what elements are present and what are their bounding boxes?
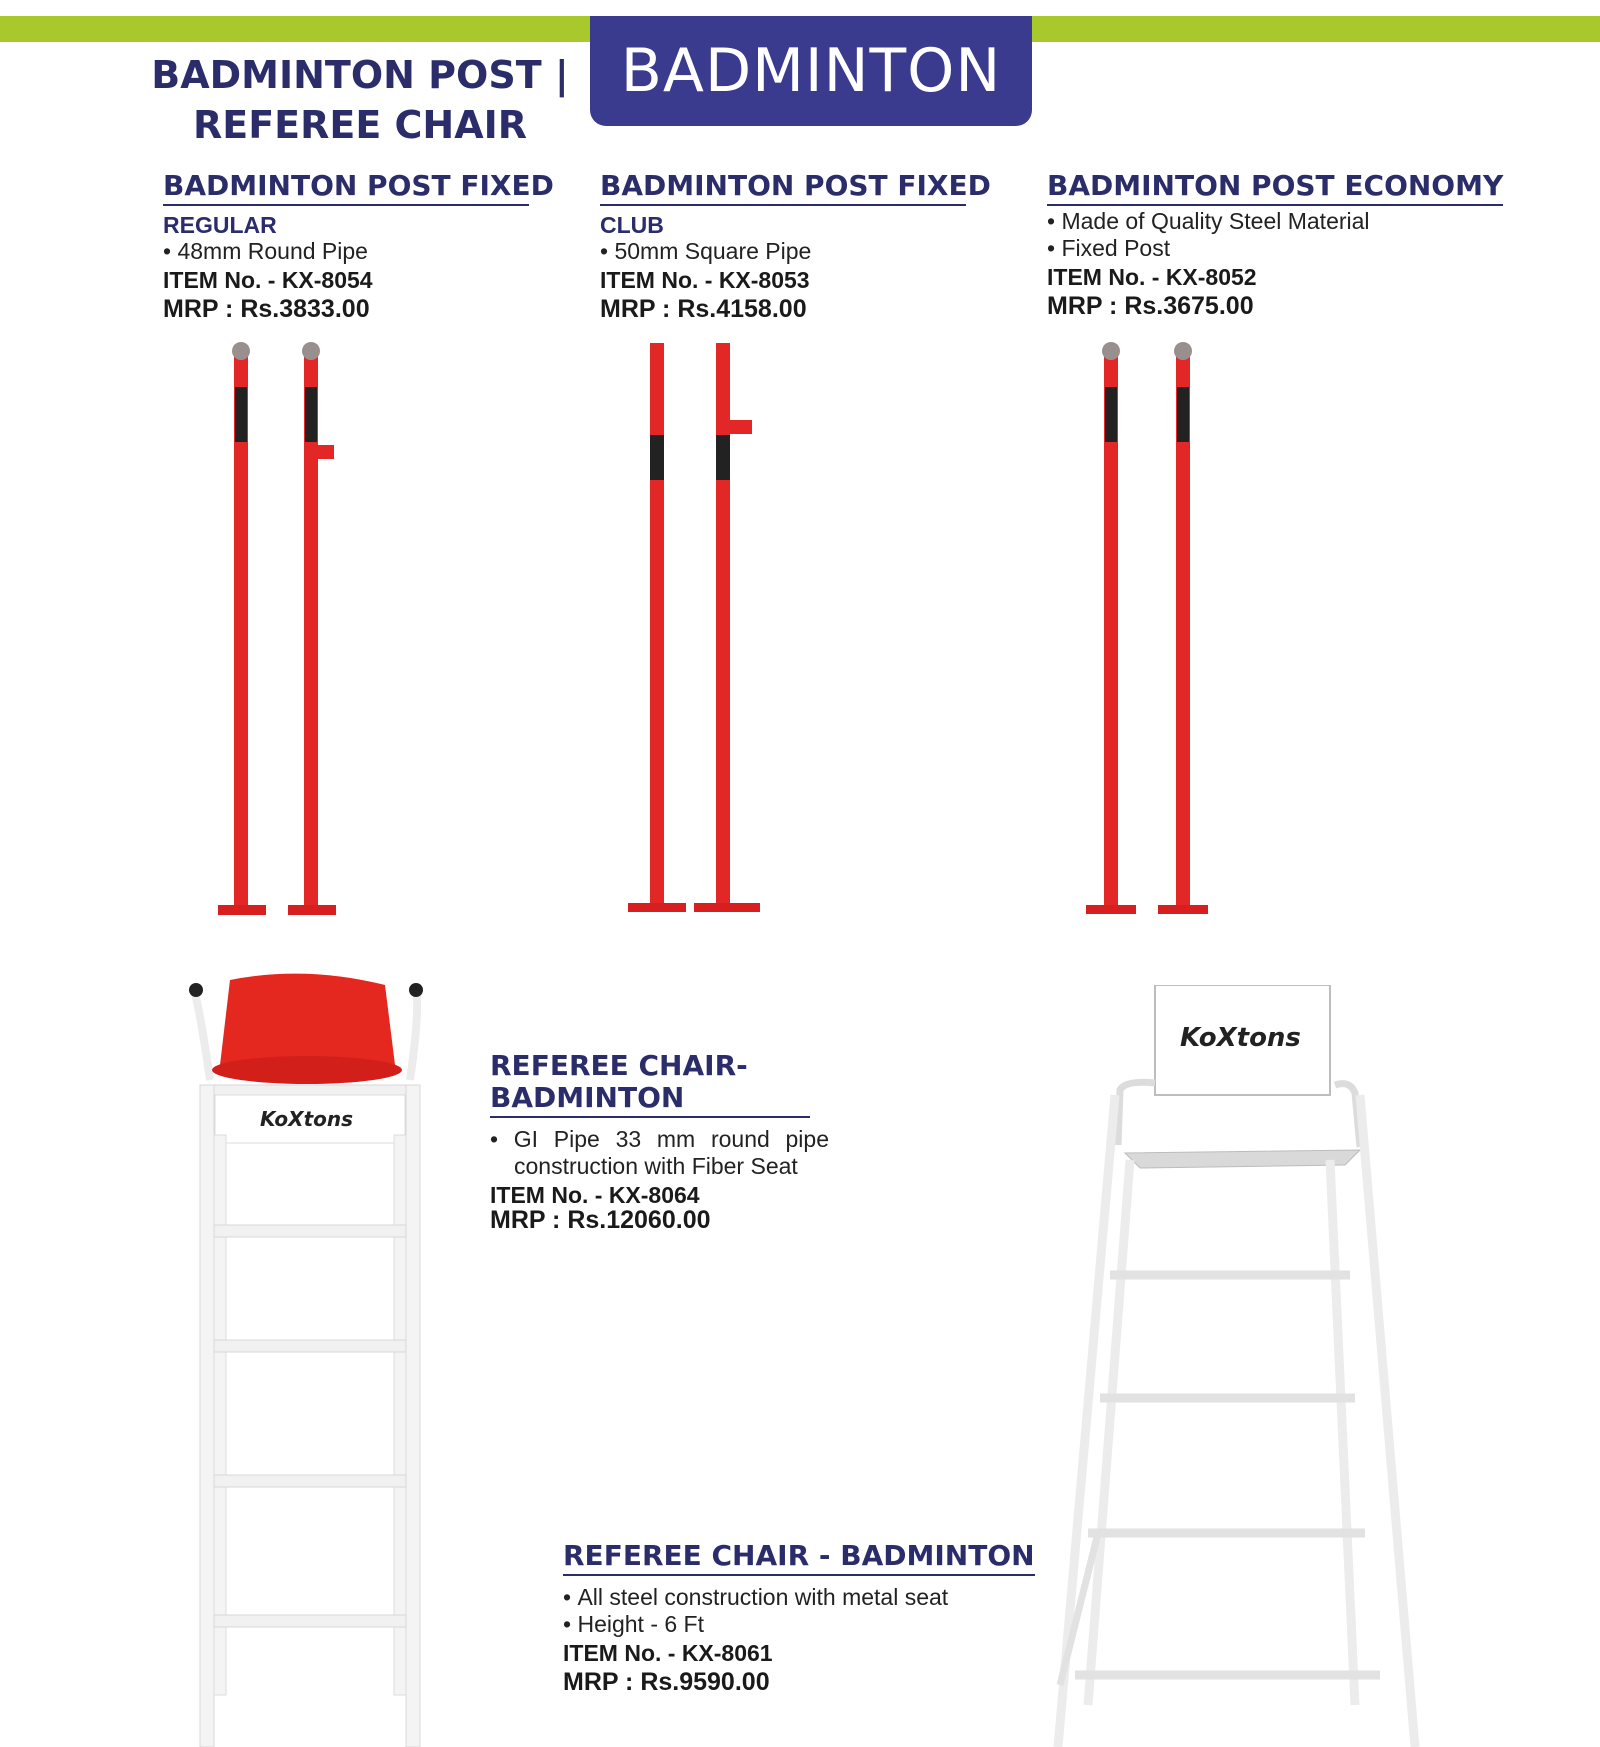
product-kx-8061: [563, 1540, 1035, 1697]
post-left: [218, 342, 266, 915]
post-right: [694, 343, 760, 912]
product-kx-8054: [163, 169, 554, 324]
product-price: MRP : Rs.9590.00: [563, 1668, 770, 1696]
referee-chair-image-all-steel: [1030, 985, 1430, 1747]
post-pair-image-regular: [200, 335, 360, 935]
post-right: [1158, 342, 1208, 914]
product-title: BADMINTON POST FIXED: [600, 170, 966, 206]
product-title-line2: BADMINTON: [490, 1081, 685, 1114]
referee-chair-image-fiber-seat: [180, 970, 440, 1747]
product-bullet: • Made of Quality Steel Material: [1047, 208, 1503, 235]
product-bullet: • All steel construction with metal seat: [563, 1584, 1035, 1611]
product-item-number: ITEM No. - KX-8061: [563, 1640, 773, 1666]
post-left: [628, 343, 686, 912]
brand-logo-steel-chair: KoXtons: [1180, 1023, 1301, 1053]
product-bullet: • GI Pipe 33 mm round pipe construction with Fiber Seat: [490, 1126, 829, 1180]
product-price: MRP : Rs.4158.00: [600, 295, 807, 323]
product-bullet: • 48mm Round Pipe: [163, 238, 529, 265]
product-item-number: ITEM No. - KX-8052: [1047, 264, 1257, 290]
page-title-line2: REFEREE CHAIR: [192, 103, 528, 147]
product-title: REFEREE CHAIR - BADMINTON: [563, 1540, 1035, 1576]
product-kx-8052: [1047, 170, 1503, 321]
post-left: [1086, 342, 1136, 914]
product-item-number: ITEM No. - KX-8064: [490, 1182, 700, 1208]
product-subtitle: CLUB: [600, 212, 664, 238]
product-kx-8053: [600, 169, 991, 324]
product-kx-8064: [490, 1049, 829, 1235]
post-pair-image-club: [620, 335, 780, 935]
product-item-number: ITEM No. - KX-8053: [600, 267, 810, 293]
product-title: [490, 1050, 810, 1118]
product-bullet: • Fixed Post: [1047, 235, 1503, 262]
page-title-line1: BADMINTON POST |: [151, 53, 569, 97]
product-price: MRP : Rs.12060.00: [490, 1206, 711, 1234]
product-bullet: • 50mm Square Pipe: [600, 238, 966, 265]
page-title: [130, 50, 590, 150]
product-bullet: • Height - 6 Ft: [563, 1611, 1035, 1638]
product-title: BADMINTON POST FIXED: [163, 170, 529, 206]
product-title-line1: REFEREE CHAIR-: [490, 1049, 748, 1082]
product-subtitle: REGULAR: [163, 212, 277, 238]
product-price: MRP : Rs.3833.00: [163, 295, 370, 323]
category-tab: BADMINTON: [590, 16, 1032, 126]
brand-logo-fiber-chair: KoXtons: [260, 1107, 354, 1131]
post-right: [288, 342, 336, 915]
product-title: BADMINTON POST ECONOMY: [1047, 170, 1503, 206]
post-pair-image-economy: [1080, 335, 1240, 935]
product-item-number: ITEM No. - KX-8054: [163, 267, 373, 293]
product-price: MRP : Rs.3675.00: [1047, 292, 1254, 320]
